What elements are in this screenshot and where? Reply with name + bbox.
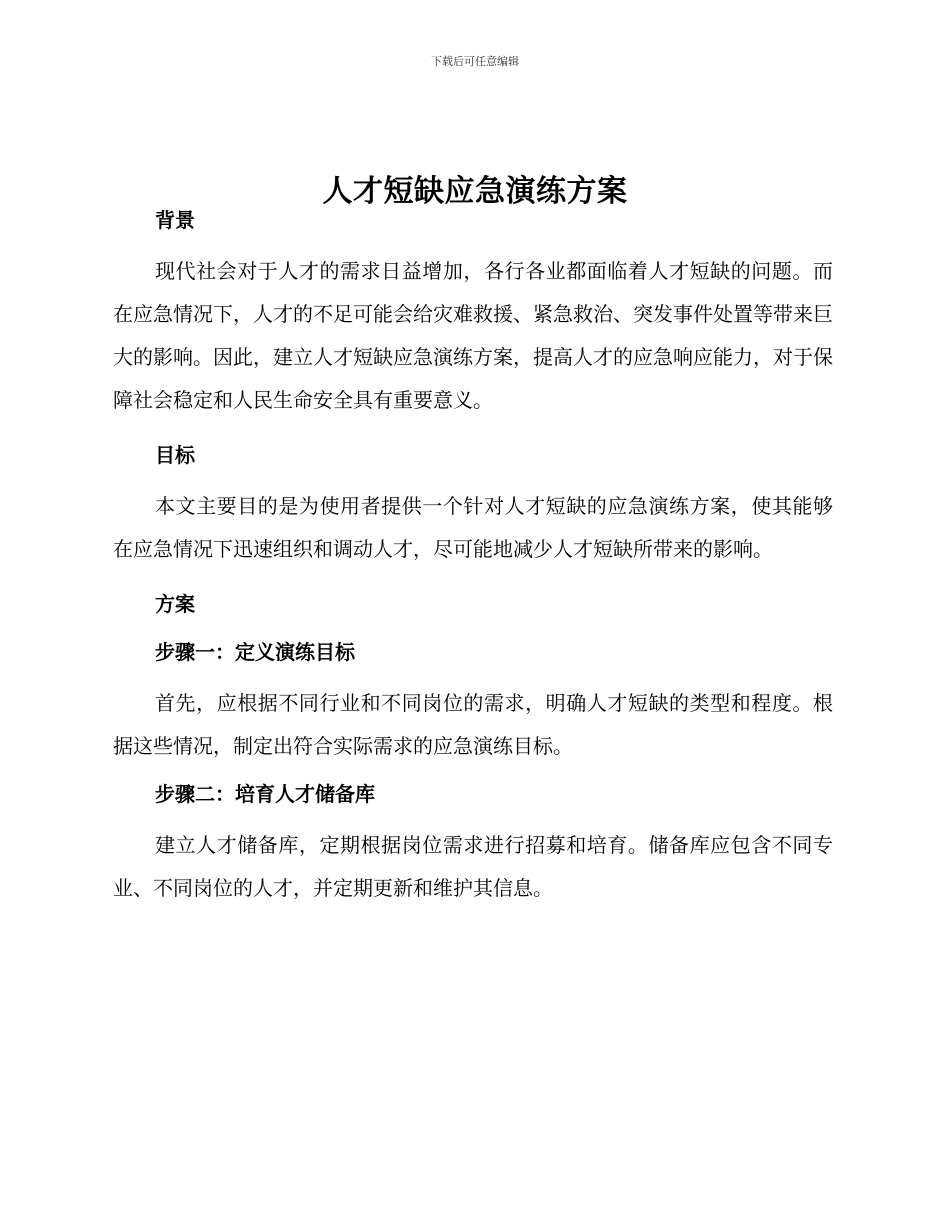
document-title: 人才短缺应急演练方案 — [322, 174, 628, 210]
step2-heading: 步骤二：培育人才储备库 — [155, 782, 375, 806]
document-body — [113, 198, 833, 910]
paragraph-goal: 本文主要目的是为使用者提供一个针对人才短缺的应急演练方案，使其能够在应急情况下迅速组织和调动人才，尽可能地减少人才短缺所带来的影响。 — [113, 494, 833, 561]
step1-heading: 步骤一：定义演练目标 — [155, 640, 355, 664]
section-heading-goal: 目标 — [155, 443, 195, 467]
section-heading-plan: 方案 — [155, 592, 195, 616]
header-note: 下载后可任意编辑 — [431, 55, 519, 68]
paragraph-step1: 首先，应根据不同行业和不同岗位的需求，明确人才短缺的类型和程度。根据这些情况，制定出符合实际需求的应急演练目标。 — [113, 691, 833, 758]
paragraph-step2: 建立人才储备库，定期根据岗位需求进行招募和培育。储备库应包含不同专业、不同岗位的人才，并定期更新和维护其信息。 — [113, 833, 833, 900]
paragraph-background: 现代社会对于人才的需求日益增加，各行各业都面临着人才短缺的问题。而在应急情况下，人才的不足可能会给灾难救援、紧急救治、突发事件处置等带来巨大的影响。因此，建立人才短缺应急演练方案，提高人才的应急响应能力，对于保障社会稳定和人民生命安全具有重要意义。 — [113, 259, 833, 412]
section-heading-background: 背景 — [155, 208, 195, 232]
